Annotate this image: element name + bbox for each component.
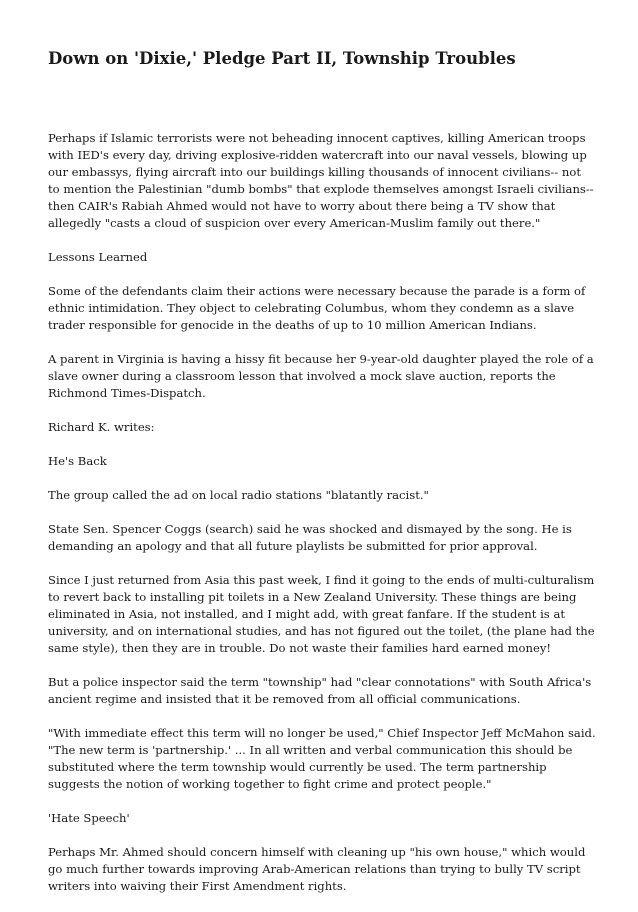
paragraph: Perhaps if Islamic terrorists were not beheading innocent captives, killing American troops with IED's every day, driving explosive-ridden watercraft into our naval vessels, blowing up our embassys, flying aircraft into our buildings killing thousands of innocent civilians-- not to mention the Palestinian "dumb bombs" that explode themselves amongst Israeli civilians-- then CAIR's Rabiah Ahmed would not have to worry about there being a TV show that allegedly "casts a cloud of suspicion over every American-Muslim family out there." bbox=[48, 131, 594, 230]
section-heading: 'Hate Speech' bbox=[48, 811, 130, 825]
paragraph: A parent in Virginia is having a hissy fit because her 9-year-old daughter played the role of a slave owner during a classroom lesson that involved a mock slave auction, reports the Richmond Times-Dispatch. bbox=[48, 352, 594, 400]
document-title: Down on 'Dixie,' Pledge Part II, Township Troubles bbox=[48, 49, 516, 68]
paragraph: State Sen. Spencer Coggs (search) said he was shocked and dismayed by the song. He is demanding an apology and that all future playlists be submitted for prior approval. bbox=[48, 522, 572, 553]
paragraph: The group called the ad on local radio stations "blatantly racist." bbox=[48, 488, 429, 502]
document-body bbox=[48, 130, 596, 912]
paragraph: Some of the defendants claim their actions were necessary because the parade is a form of ethnic intimidation. They object to celebrating Columbus, whom they condemn as a slave trader responsible for genocide in the deaths of up to 10 million American Indians. bbox=[48, 284, 586, 332]
paragraph: "With immediate effect this term will no longer be used," Chief Inspector Jeff McMahon said. "The new term is 'partnership.' ... In all written and verbal communication this should be substituted where the term township would currently be used. The term partnership suggests the notion of working together to fight crime and protect people." bbox=[48, 726, 596, 791]
section-heading: He's Back bbox=[48, 454, 107, 468]
paragraph: Since I just returned from Asia this past week, I find it going to the ends of multi-culturalism to revert back to installing pit toilets in a New Zealand University. These things are being eliminated in Asia, not installed, and I might add, with great fanfare. If the student is at university, and on international studies, and has not figured out the toilet, (the plane had the same style), then they are in trouble. Do not waste their families hard earned money! bbox=[48, 573, 595, 655]
paragraph: Perhaps Mr. Ahmed should concern himself with cleaning up "his own house," which would go much further towards improving Arab-American relations than trying to bully TV script writers into waiving their First Amendment rights. bbox=[48, 845, 586, 893]
paragraph: Richard K. writes: bbox=[48, 420, 155, 434]
section-heading: Lessons Learned bbox=[48, 250, 148, 264]
paragraph: But a police inspector said the term "township" had "clear connotations" with South Africa's ancient regime and insisted that it be removed from all official communications. bbox=[48, 675, 592, 706]
